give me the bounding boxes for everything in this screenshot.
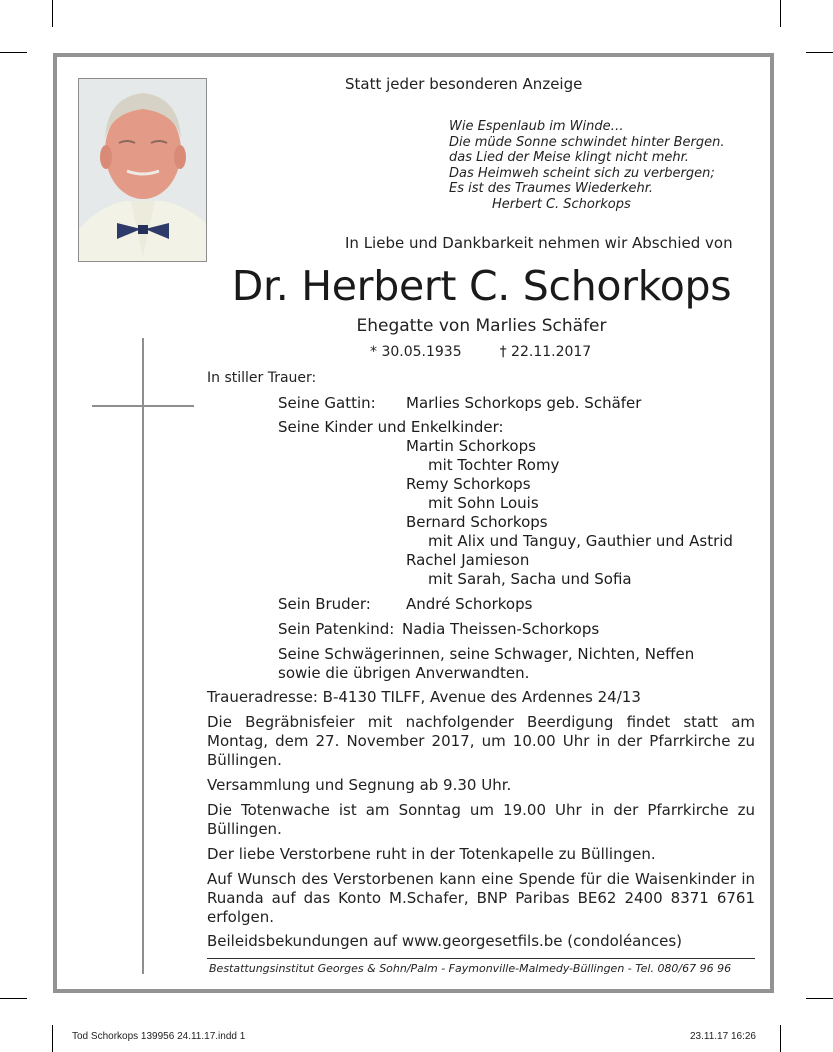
crop-mark-top-right-horizontal: [806, 52, 833, 53]
header-note: Statt jeder besonderen Anzeige: [345, 75, 583, 93]
undertaker-credit: Bestattungsinstitut Georges & Sohn/Palm - Faymonville-Malmedy-Büllingen - Tel. 080/67 96 96: [209, 962, 732, 975]
birth-date: * 30.05.1935: [370, 344, 462, 360]
poem-line: Es ist des Traumes Wiederkehr.: [449, 181, 654, 196]
farewell-line: In Liebe und Dankbarkeit nehmen wir Abschied von: [345, 234, 733, 252]
crop-mark-bottom-right-horizontal: [806, 998, 833, 999]
child-name: Remy Schorkops: [406, 475, 531, 493]
spouse-line: Ehegatte von Marlies Schäfer: [356, 316, 607, 336]
child-family: mit Alix und Tanguy, Gauthier und Astrid: [428, 532, 733, 550]
crop-mark-top-left-horizontal: [0, 52, 27, 53]
poem: [449, 119, 725, 212]
brother-label: Sein Bruder:: [278, 595, 371, 613]
crop-mark-top-right-vertical: [780, 0, 781, 27]
life-dates: [370, 344, 591, 360]
cross-icon-horizontal: [92, 405, 194, 407]
print-slug-file: Tod Schorkops 139956 24.11.17.indd 1: [72, 1031, 246, 1042]
mourning-address: Traueradresse: B-4130 TILFF, Avenue des Ardennes 24/13: [207, 688, 641, 706]
death-date: † 22.11.2017: [499, 344, 592, 360]
child-name: Martin Schorkops: [406, 437, 536, 455]
cross-icon-vertical: [142, 338, 144, 974]
crop-mark-bottom-left-horizontal: [0, 998, 27, 999]
vigil-paragraph: Die Totenwache ist am Sonntag um 19.00 Uhr in der Pfarrkirche zu Büllingen.: [207, 801, 755, 838]
crop-mark-bottom-right-vertical: [780, 1025, 781, 1052]
gathering-paragraph: Versammlung und Segnung ab 9.30 Uhr.: [207, 776, 512, 794]
child-family: mit Sohn Louis: [428, 494, 539, 512]
portrait-image-icon: [79, 79, 207, 262]
child-family: mit Tochter Romy: [428, 456, 560, 474]
child-name: Bernard Schorkops: [406, 513, 548, 531]
wife-value: Marlies Schorkops geb. Schäfer: [406, 394, 642, 412]
deceased-name: Dr. Herbert C. Schorkops: [231, 262, 732, 310]
mourning-intro: In stiller Trauer:: [207, 370, 317, 386]
condolences-link[interactable]: Beileidsbekundungen auf www.georgesetfils.be (condoléances): [207, 932, 683, 950]
relatives-line-2: sowie die übrigen Anverwandten.: [278, 664, 530, 682]
godchild-label: Sein Patenkind:: [278, 620, 395, 638]
portrait-photo: [78, 78, 207, 262]
crop-mark-bottom-left-vertical: [52, 1025, 53, 1052]
poem-line: Die müde Sonne schwindet hinter Bergen.: [449, 134, 725, 150]
relatives-line-1: Seine Schwägerinnen, seine Schwager, Nichten, Neffen: [278, 645, 695, 663]
crop-mark-top-left-vertical: [52, 0, 53, 27]
child-name: Rachel Jamieson: [406, 551, 530, 569]
poem-author: Herbert C. Schorkops: [492, 196, 631, 212]
poem-line: Wie Espenlaub im Winde…: [449, 119, 624, 134]
children-label: Seine Kinder und Enkelkinder:: [278, 418, 504, 436]
brother-value: André Schorkops: [406, 595, 533, 613]
poem-line: Das Heimweh scheint sich zu verbergen;: [449, 165, 715, 181]
funeral-service-paragraph: Die Begräbnisfeier mit nachfolgender Beerdigung findet statt am Montag, dem 27. November 2017, um 10.00 Uhr in der Pfarrkirche zu Büllingen.: [207, 713, 755, 769]
print-slug-timestamp: 23.11.17 16:26: [690, 1031, 756, 1042]
chapel-paragraph: Der liebe Verstorbene ruht in der Totenkapelle zu Büllingen.: [207, 845, 656, 863]
child-family: mit Sarah, Sacha und Sofia: [428, 570, 632, 588]
donation-paragraph: Auf Wunsch des Verstorbenen kann eine Spende für die Waisenkinder in Ruanda auf das Konto M.Schafer, BNP Paribas BE62 2400 8371 6761 erfolgen.: [207, 870, 755, 926]
godchild-value: Nadia Theissen-Schorkops: [402, 620, 600, 638]
wife-label: Seine Gattin:: [278, 394, 376, 412]
poem-line: das Lied der Meise klingt nicht mehr.: [449, 150, 689, 165]
footer-divider: [207, 958, 755, 959]
